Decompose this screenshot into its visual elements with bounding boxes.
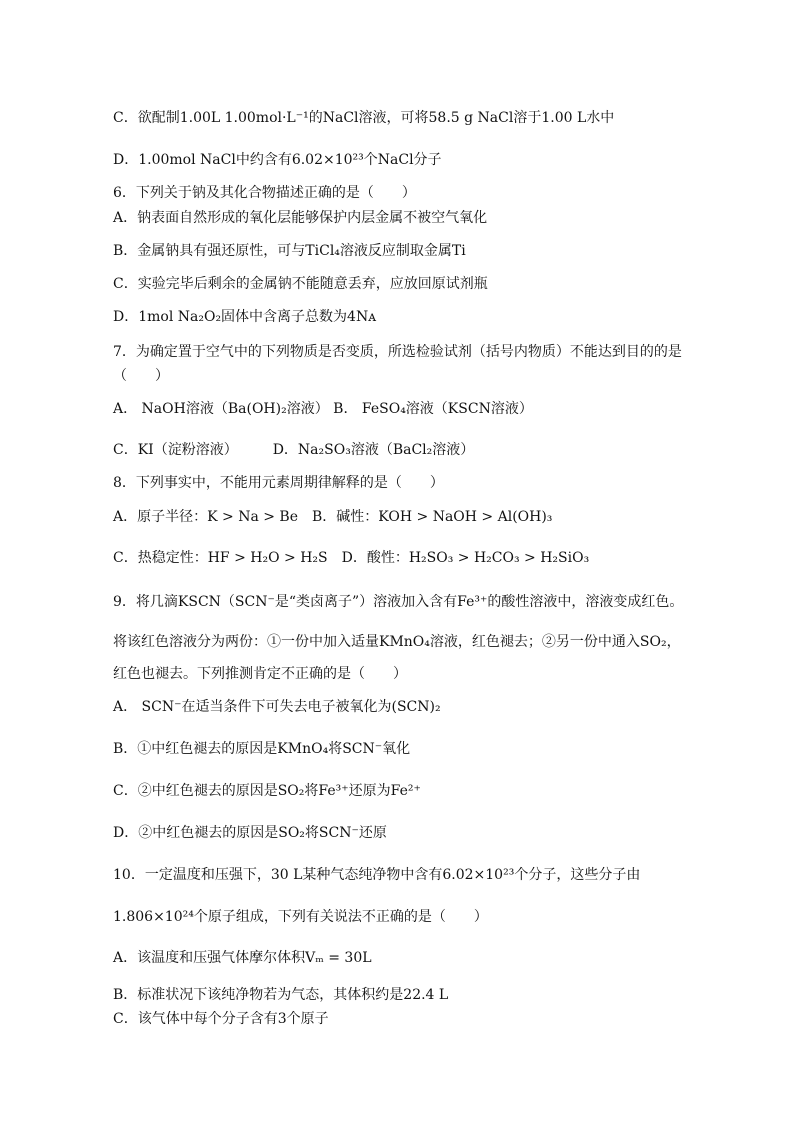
text-line-9: （ ） (113, 368, 169, 384)
text-line-11: C．KI（淀粉溶液） D．Na₂SO₃溶液（BaCl₂溶液） (113, 442, 475, 458)
text-line-3: 6．下列关于钠及其化合物描述正确的是（ ） (113, 185, 416, 201)
text-line-2: D．1.00mol NaCl中约含有6.02×10²³个NaCl分子 (113, 152, 442, 168)
text-line-7: D．1mol Na₂O₂固体中含离子总数为4Nᴀ (113, 309, 377, 325)
text-line-12: 8．下列事实中，不能用元素周期律解释的是（ ） (113, 475, 444, 491)
text-line-18: A． SCN⁻在适当条件下可失去电子被氧化为(SCN)₂ (113, 699, 441, 715)
text-line-20: C．②中红色褪去的原因是SO₂将Fe³⁺还原为Fe²⁺ (113, 783, 421, 799)
text-line-26: C．该气体中每个分子含有3个原子 (113, 1011, 329, 1027)
text-line-1: C．欲配制1.00L 1.00mol·L⁻¹的NaCl溶液，可将58.5 g NaCl溶于1.00 L水中 (113, 110, 615, 126)
text-line-17: 红色也褪去。下列推测肯定不正确的是（ ） (113, 666, 407, 682)
text-line-23: 1.806×10²⁴个原子组成，下列有关说法不正确的是（ ） (113, 909, 488, 925)
text-line-14: C．热稳定性：HF > H₂O > H₂S D．酸性：H₂SO₃ > H₂CO₃ > H₂SiO₃ (113, 550, 590, 566)
text-line-24: A．该温度和压强气体摩尔体积Vₘ = 30L (113, 950, 372, 966)
text-line-19: B．①中红色褪去的原因是KMnO₄将SCN⁻氧化 (113, 741, 411, 757)
text-line-4: A．钠表面自然形成的氧化层能够保护内层金属不被空气氧化 (113, 210, 488, 226)
text-line-13: A．原子半径：K > Na > Be B．碱性：KOH > NaOH > Al(OH)₃ (113, 509, 553, 525)
text-line-6: C．实验完毕后剩余的金属钠不能随意丢弃，应放回原试剂瓶 (113, 276, 488, 292)
text-line-15: 9．将几滴KSCN（SCN⁻是“类卤离子”）溶液加入含有Fe³⁺的酸性溶液中，溶液变成红色。 (113, 594, 684, 610)
text-line-22: 10．一定温度和压强下，30 L某种气态纯净物中含有6.02×10²³个分子，这些分子由 (113, 867, 641, 883)
text-line-10: A． NaOH溶液（Ba(OH)₂溶液） B． FeSO₄溶液（KSCN溶液） (113, 401, 533, 417)
text-line-8: 7．为确定置于空气中的下列物质是否变质，所选检验试剂（括号内物质）不能达到目的的是 (113, 344, 682, 360)
text-line-25: B．标准状况下该纯净物若为气态，其体积约是22.4 L (113, 987, 449, 1003)
text-line-16: 将该红色溶液分为两份：①一份中加入适量KMnO₄溶液，红色褪去；②另一份中通入SO₂， (113, 634, 681, 650)
text-line-5: B．金属钠具有强还原性，可与TiCl₄溶液反应制取金属Ti (113, 243, 466, 259)
text-line-21: D．②中红色褪去的原因是SO₂将SCN⁻还原 (113, 825, 387, 841)
